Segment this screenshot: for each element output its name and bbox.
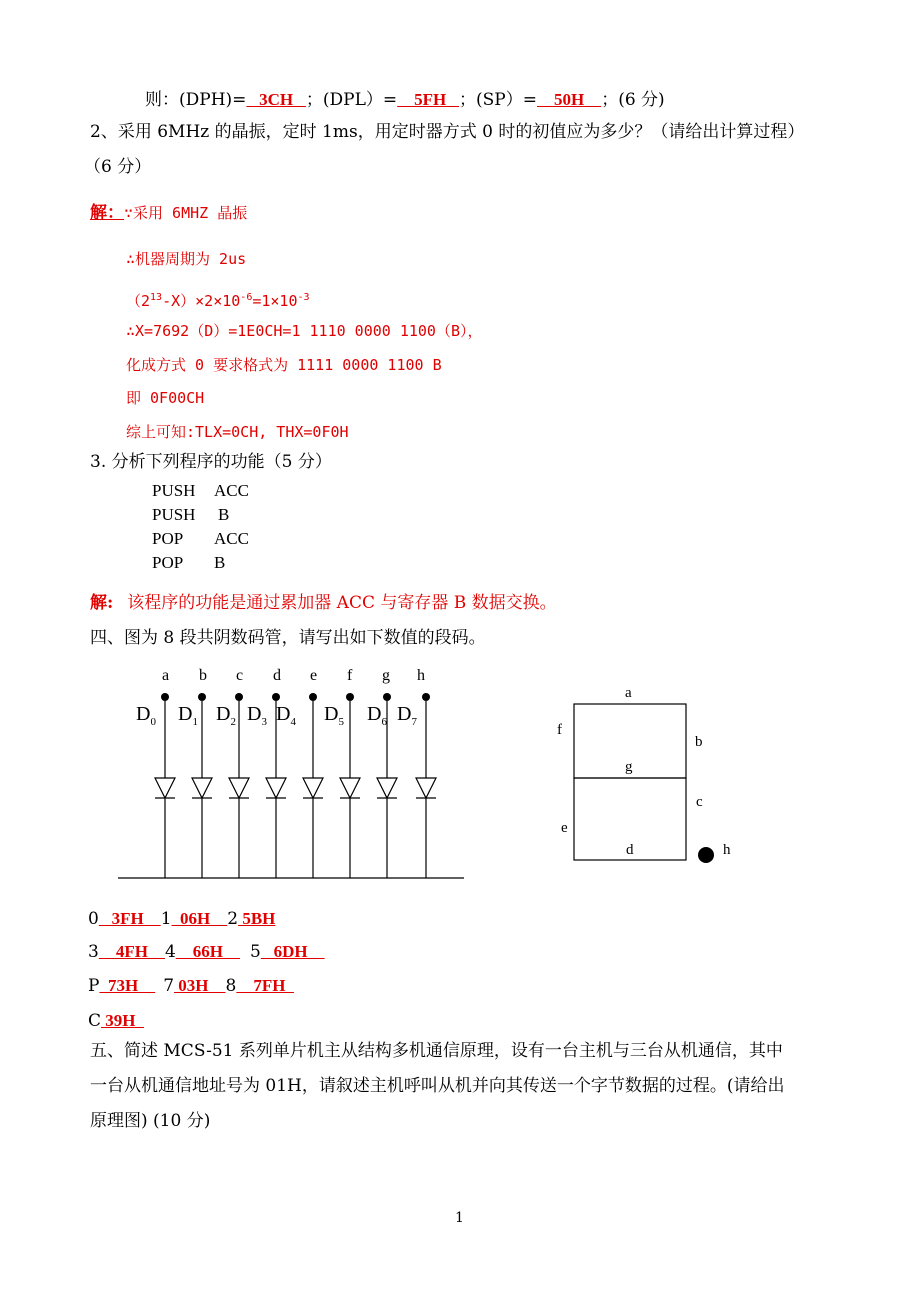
- pin-dot: [422, 693, 430, 701]
- q1-suffix: ；(6 分): [601, 90, 665, 110]
- q4-question: 四、图为 8 段共阴数码管，请写出如下数值的段码。: [90, 628, 486, 648]
- diode-symbol: [303, 701, 323, 878]
- q2-answer-line-1: ∴机器周期为 2us: [126, 250, 247, 268]
- segment-label-a: a: [625, 685, 632, 701]
- dpl-answer: 5FH: [397, 90, 459, 109]
- seven-segment-diagram: [550, 680, 740, 875]
- segment-label-f: f: [557, 722, 562, 738]
- formula-exp1: 13: [150, 292, 163, 303]
- formula-exp3: -3: [297, 292, 310, 303]
- code-value: 7FH: [236, 976, 294, 995]
- pin-dot: [161, 693, 169, 701]
- pin-label-d4: $D_4$: [276, 703, 296, 728]
- pin-letter-b: b: [199, 667, 207, 684]
- diode-symbol: [416, 701, 436, 878]
- q1-sep1: ；(DPL）=: [305, 90, 398, 110]
- code-key: C: [88, 1011, 102, 1031]
- pin-dot: [346, 693, 354, 701]
- pin-labels: [136, 703, 417, 728]
- q3-code-1: [152, 505, 229, 525]
- code-row-2: [88, 976, 294, 996]
- q3-code-3: [152, 553, 225, 573]
- code-row-3: [88, 1011, 144, 1031]
- code-key: 2: [227, 909, 239, 929]
- q3-code-2: [152, 529, 249, 549]
- dph-answer: 3CH: [246, 90, 306, 109]
- segment-label-e: e: [561, 820, 568, 836]
- page-number: 1: [455, 1210, 464, 1226]
- code-arg: ACC: [214, 529, 249, 548]
- segment-label-h: h: [723, 842, 731, 858]
- pin-letter-h: h: [417, 667, 425, 684]
- q2-answer-first: [90, 203, 247, 223]
- code-value: 3FH: [98, 909, 161, 928]
- code-value: 66H: [175, 942, 240, 961]
- pin-dot: [235, 693, 243, 701]
- pin-label-d2: $D_2$: [216, 703, 236, 728]
- pin-dots: [161, 693, 430, 701]
- code-op: POP: [152, 529, 184, 548]
- formula-open: （2: [126, 292, 151, 310]
- sp-answer: 50H: [536, 90, 602, 109]
- pin-dot: [309, 693, 317, 701]
- q1-sep2: ；(SP）=: [459, 90, 537, 110]
- q3-answer-text: 该程序的功能是通过累加器 ACC 与寄存器 B 数据交换。: [127, 593, 557, 613]
- q1-result-line: [145, 90, 665, 110]
- code-key: 1: [160, 909, 172, 929]
- code-key: 0: [88, 909, 99, 929]
- pin-dot: [272, 693, 280, 701]
- diode-symbol: [377, 701, 397, 878]
- segment-label-d: d: [626, 842, 634, 858]
- code-key: 8: [225, 976, 237, 996]
- diode-symbol: [266, 701, 286, 878]
- code-key: 3: [88, 942, 99, 962]
- code-arg: B: [214, 553, 226, 572]
- diode-circuit-diagram: [110, 660, 470, 885]
- q2-answer-label: 解：: [90, 203, 124, 223]
- code-arg: ACC: [214, 481, 249, 500]
- q2-answer-line-0: ∵采用 6MHZ 晶振: [124, 204, 248, 222]
- q5-line-1: 一台从机通信地址号为 01H，请叙述主机呼叫从机并向其传送一个字节数据的过程。(请给出: [90, 1076, 785, 1096]
- q1-prefix: 则：(DPH)=: [145, 90, 247, 110]
- formula-mid2: =1×10: [252, 292, 298, 310]
- q2-formula: [126, 288, 310, 311]
- pin-dot: [198, 693, 206, 701]
- q3-answer: [90, 593, 557, 613]
- q2-answer-line-3: 化成方式 0 要求格式为 1111 0000 1100 B: [126, 356, 442, 374]
- segment-label-b: b: [695, 734, 703, 750]
- code-value: 39H: [101, 1011, 144, 1030]
- pin-label-d1: $D_1$: [178, 703, 198, 728]
- q2-question: 2、采用 6MHz 的晶振，定时 1ms，用定时器方式 0 时的初值应为多少？（请给出计算过程）: [90, 122, 805, 142]
- pin-label-d3: $D_3$: [247, 703, 267, 728]
- code-op: POP: [152, 553, 184, 572]
- code-op: PUSH: [152, 505, 196, 524]
- pin-letter-c: c: [236, 667, 244, 684]
- code-key: 5: [250, 942, 261, 962]
- q2-score: （6 分）: [84, 157, 152, 177]
- q3-question: 3. 分析下列程序的功能（5 分）: [90, 452, 332, 472]
- q5-line-0: 五、简述 MCS-51 系列单片机主从结构多机通信原理，设有一台主机与三台从机通信，其中: [90, 1041, 783, 1061]
- code-key: P: [88, 976, 100, 996]
- pin-letter-a: a: [162, 667, 170, 684]
- code-row-1: [88, 942, 325, 962]
- q3-answer-label: 解:: [90, 593, 114, 613]
- q5-line-2: 原理图) (10 分): [90, 1111, 211, 1131]
- pin-letters: [162, 667, 425, 684]
- code-value: 06H: [171, 909, 228, 928]
- code-op: PUSH: [152, 481, 196, 500]
- pin-label-d0: $D_0$: [136, 703, 156, 728]
- q2-answer-line-2: ∴X=7692（D）=1E0CH=1 1110 0000 1100（B），: [126, 322, 483, 340]
- q3-code-0: [152, 481, 249, 501]
- decimal-point-dot: [698, 847, 714, 863]
- code-key: 7: [163, 976, 175, 996]
- q2-answer-line-5: 综上可知:TLX=0CH, THX=0F0H: [126, 423, 349, 441]
- segment-label-g: g: [625, 759, 633, 775]
- pin-letter-g: g: [382, 667, 390, 684]
- pin-letter-f: f: [347, 667, 353, 684]
- pin-letter-d: d: [273, 667, 281, 684]
- diode-symbol: [155, 701, 175, 878]
- pin-dot: [383, 693, 391, 701]
- code-value: 6DH: [260, 942, 325, 961]
- segment-label-c: c: [696, 794, 703, 810]
- pin-letter-e: e: [310, 667, 318, 684]
- code-value: 4FH: [98, 942, 165, 961]
- code-value: 73H: [99, 976, 156, 995]
- formula-exp2: -6: [240, 292, 253, 303]
- code-row-0: [88, 909, 275, 929]
- code-arg: B: [218, 505, 230, 524]
- code-key: 4: [164, 942, 176, 962]
- pin-label-d5: $D_5$: [324, 703, 344, 728]
- code-value: 5BH: [238, 909, 276, 928]
- q2-answer-line-4: 即 0F00CH: [126, 389, 205, 407]
- formula-mid: -X）×2×10: [162, 292, 241, 310]
- pin-label-d7: $D_7$: [397, 703, 417, 728]
- code-value: 03H: [174, 976, 226, 995]
- pin-label-d6: $D_6$: [367, 703, 387, 728]
